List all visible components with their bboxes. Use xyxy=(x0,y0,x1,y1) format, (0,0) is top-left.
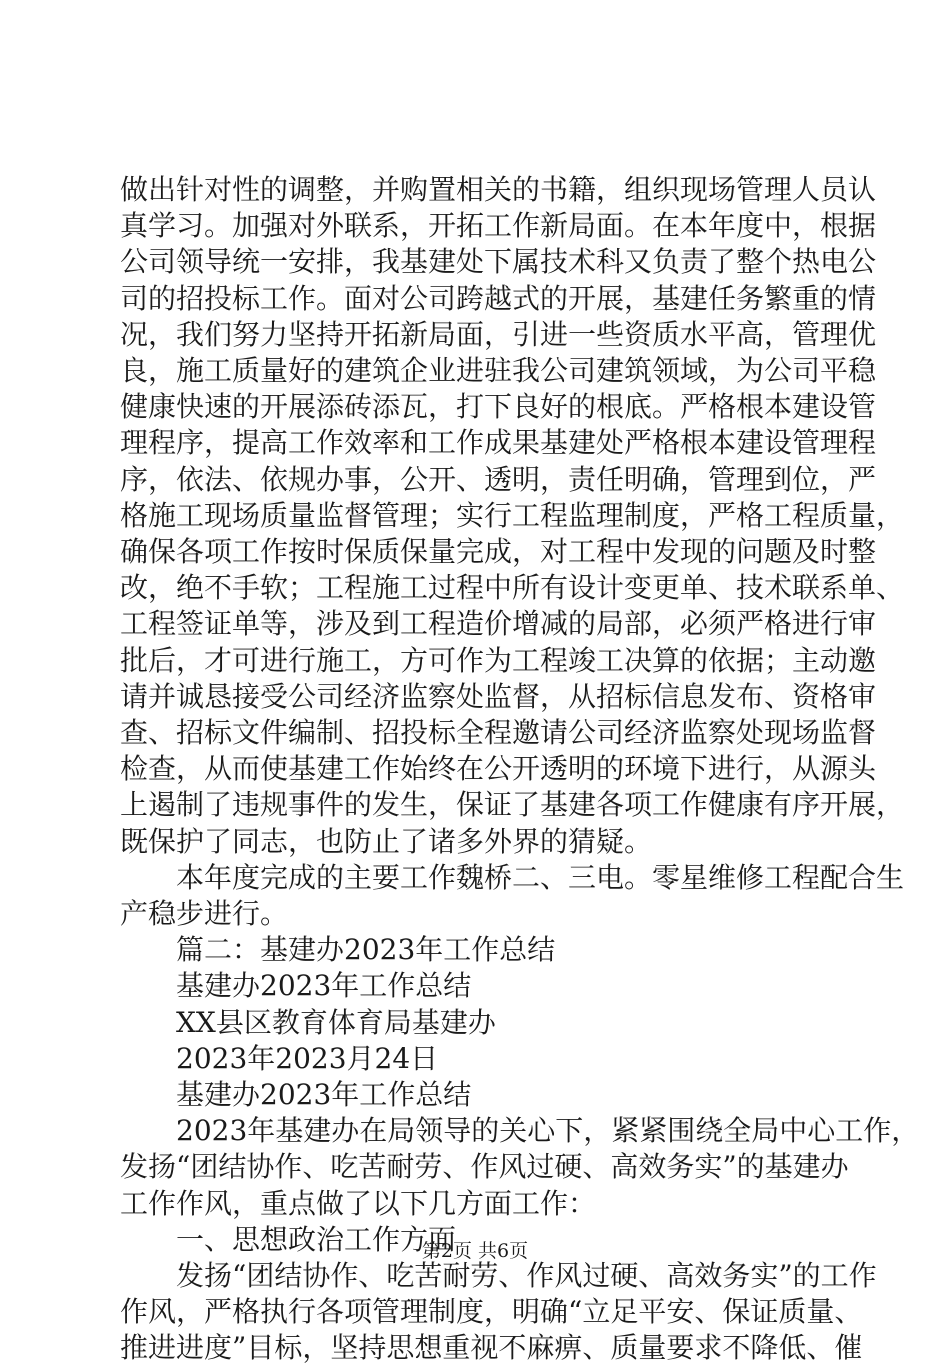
body-text-line: 工程签证单等，涉及到工程造价增减的局部，必须严格进行审 xyxy=(120,607,877,640)
body-text-line: 批后，才可进行施工，方可作为工程竣工决算的依据；主动邀 xyxy=(120,644,877,677)
page-number-footer: 第2页 共6页 xyxy=(421,1240,529,1262)
body-text-line: 工作作风，重点做了以下几方面工作： xyxy=(120,1187,597,1220)
body-text-line: 改，绝不手软；工程施工过程中所有设计变更单、技术联系单、 xyxy=(120,571,905,604)
body-text-line: 检查，从而使基建工作始终在公开透明的环境下进行，从源头 xyxy=(120,752,877,785)
body-text-line: 既保护了同志，也防止了诸多外界的猜疑。 xyxy=(120,825,653,858)
body-text-line: 公司领导统一安排，我基建处下属技术科又负责了整个热电公 xyxy=(120,245,877,278)
body-text-line: 产稳步进行。 xyxy=(120,897,289,930)
body-text-line: 确保各项工作按时保质保量完成，对工程中发现的问题及时整 xyxy=(120,535,877,568)
subsection-heading: 一、思想政治工作方面 xyxy=(176,1223,457,1256)
body-text-line: 推进进度”目标，坚持思想重视不麻痹、质量要求不降低、催 xyxy=(120,1331,863,1364)
document-title: 基建办2023年工作总结 xyxy=(176,969,472,1002)
body-text-line: 真学习。加强对外联系，开拓工作新局面。在本年度中，根据 xyxy=(120,209,877,242)
body-text-line: 健康快速的开展添砖添瓦，打下良好的根底。严格根本建设管 xyxy=(120,390,877,423)
body-text-line: 格施工现场质量监督管理；实行工程监理制度，严格工程质量， xyxy=(120,499,905,532)
paragraph-start-line: 2023年基建办在局领导的关心下，紧紧围绕全局中心工作， xyxy=(176,1114,920,1147)
section-heading: 篇二：基建办2023年工作总结 xyxy=(176,933,556,966)
body-text-line: 良，施工质量好的建筑企业进驻我公司建筑领域，为公司平稳 xyxy=(120,354,877,387)
paragraph-start-line: 本年度完成的主要工作魏桥二、三电。零星维修工程配合生 xyxy=(176,861,905,894)
date-line: 2023年2023月24日 xyxy=(176,1042,439,1075)
body-text-line: 况，我们努力坚持开拓新局面，引进一些资质水平高，管理优 xyxy=(120,318,877,351)
body-text-line: 查、招标文件编制、招投标全程邀请公司经济监察处现场监督 xyxy=(120,716,877,749)
document-title: 基建办2023年工作总结 xyxy=(176,1078,472,1111)
body-text-line: 发扬“团结协作、吃苦耐劳、作风过硬、高效务实”的基建办 xyxy=(120,1150,849,1183)
body-text-line: 序，依法、依规办事，公开、透明，责任明确，管理到位，严 xyxy=(120,463,877,496)
body-text-line: 请并诚恳接受公司经济监察处监督，从招标信息发布、资格审 xyxy=(120,680,877,713)
body-text-line: 作风，严格执行各项管理制度，明确“立足平安、保证质量、 xyxy=(120,1295,863,1328)
body-text-line: 做出针对性的调整，并购置相关的书籍，组织现场管理人员认 xyxy=(120,173,877,206)
body-text-line: 司的招投标工作。面对公司跨越式的开展，基建任务繁重的情 xyxy=(120,282,877,315)
body-text-line: 上遏制了违规事件的发生，保证了基建各项工作健康有序开展， xyxy=(120,788,905,821)
body-text-line: 理程序，提高工作效率和工作成果基建处严格根本建设管理程 xyxy=(120,426,877,459)
author-line: XX县区教育体育局基建办 xyxy=(176,1006,496,1039)
paragraph-start-line: 发扬“团结协作、吃苦耐劳、作风过硬、高效务实”的工作 xyxy=(176,1259,877,1292)
